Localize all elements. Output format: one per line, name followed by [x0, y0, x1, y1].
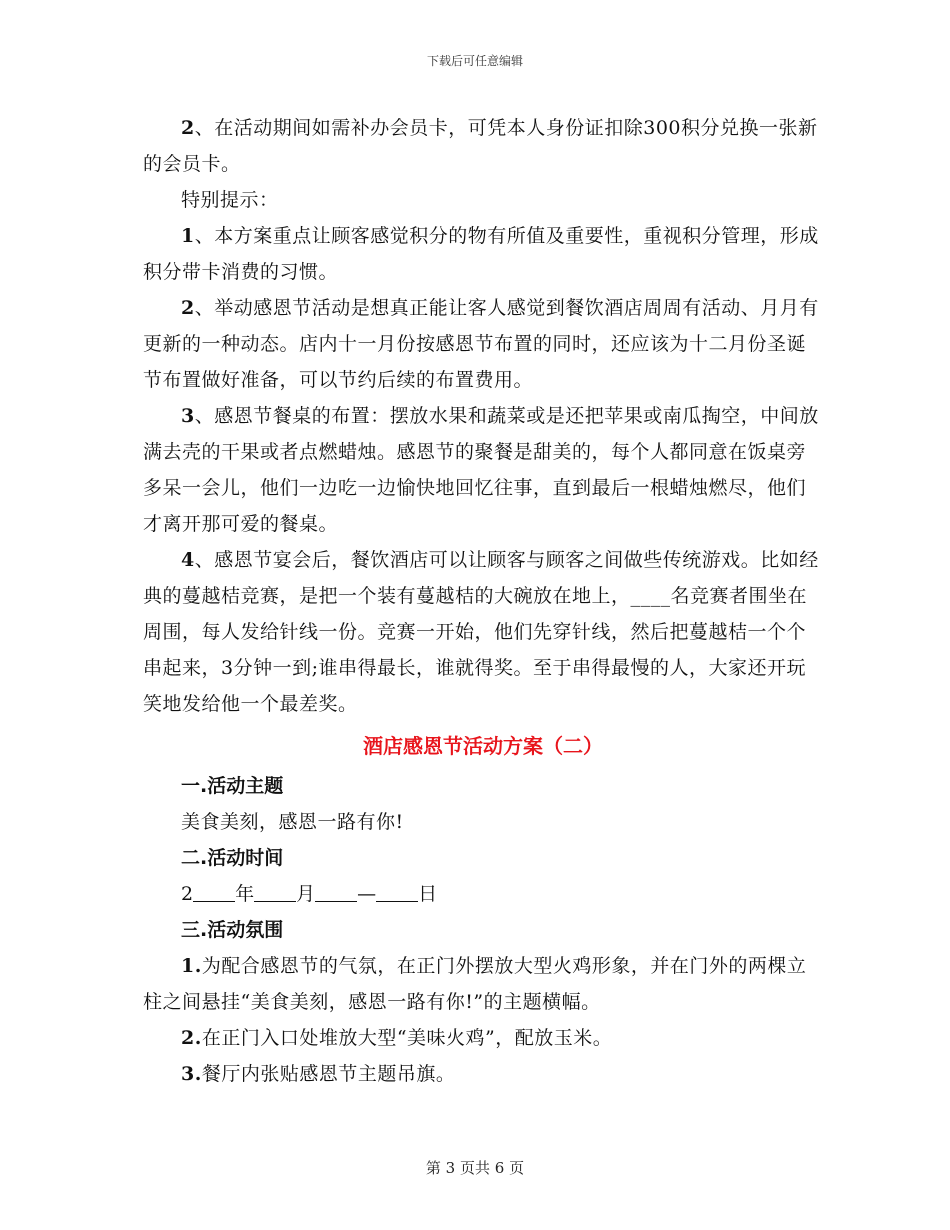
paragraph-text: 、感恩节宴会后，餐饮酒店可以让顾客与顾客之间做些传统游戏。比如经典的蔓越桔竞赛，是把一个装有蔓越桔的大碗放在地上，____名竞赛者围坐在周围，每人发给针线一份。竞赛一开始，他们先穿针线，然后把蔓越桔一个个串起来，3分钟一到;谁串得最长，谁就得奖。至于串得最慢的人，大家还开玩笑地发给他一个最差奖。: [143, 549, 819, 715]
date-prefix: 2: [181, 883, 194, 905]
list-item: [143, 1056, 823, 1092]
paragraph: [143, 542, 823, 722]
item-number: 2: [181, 117, 195, 139]
date-line: [143, 876, 823, 912]
paragraph: [143, 398, 823, 542]
blank-line: [254, 882, 296, 902]
list-item-text: 在正门入口处堆放大型“美味火鸡”，配放玉米。: [201, 1027, 613, 1049]
item-number: 3.: [181, 1063, 202, 1085]
paragraph-text: 、感恩节餐桌的布置：摆放水果和蔬菜或是还把苹果或南瓜掏空，中间放满去壳的干果或者点燃蜡烛。感恩节的聚餐是甜美的，每个人都同意在饭桌旁多呆一会儿，他们一边吃一边愉快地回忆往事，直到最后一根蜡烛燃尽，他们才离开那可爱的餐桌。: [143, 405, 819, 535]
section-title: 酒店感恩节活动方案（二）: [363, 734, 603, 758]
list-item-text: 为配合感恩节的气氛，在正门外摆放大型火鸡形象，并在门外的两棵立柱之间悬挂“美食美刻，感恩一路有你!”的主题横幅。: [143, 955, 807, 1013]
blank-line: [193, 882, 235, 902]
paragraph: [143, 218, 823, 290]
heading-atmosphere: 三.活动氛围: [181, 919, 284, 941]
page-footer: 第 3 页共 6 页: [425, 1159, 525, 1177]
header-note: 下载后可任意编辑: [426, 54, 523, 68]
blank-line: [315, 882, 357, 902]
document-body: [143, 110, 823, 1092]
blank-line: [376, 882, 418, 902]
heading-theme: 一.活动主题: [181, 775, 284, 797]
paragraph-text: 特别提示：: [181, 189, 279, 211]
item-number: 1.: [181, 955, 202, 977]
paragraph: [143, 290, 823, 398]
paragraph-text: 、本方案重点让顾客感觉积分的物有所值及重要性，重视积分管理，形成积分带卡消费的习惯。: [143, 225, 819, 283]
date-day: 日: [418, 883, 438, 905]
paragraph-text: 、举动感恩节活动是想真正能让客人感觉到餐饮酒店周周有活动、月月有更新的一种动态。店内十一月份按感恩节布置的同时，还应该为十二月份圣诞节布置做好准备，可以节约后续的布置费用。: [143, 297, 819, 391]
date-month: 月: [296, 883, 316, 905]
item-number: 4: [181, 549, 195, 571]
date-dash: —: [357, 883, 377, 905]
paragraph: [143, 182, 823, 218]
theme-text: 美食美刻，感恩一路有你!: [181, 811, 404, 833]
item-number: 3: [181, 405, 195, 427]
heading-time: 二.活动时间: [181, 847, 284, 869]
item-number: 1: [181, 225, 195, 247]
paragraph: [143, 110, 823, 182]
list-item-text: 餐厅内张贴感恩节主题吊旗。: [201, 1063, 456, 1085]
item-number: 2.: [181, 1027, 202, 1049]
list-item: [143, 948, 823, 1020]
paragraph-text: 、在活动期间如需补办会员卡，可凭本人身份证扣除300积分兑换一张新的会员卡。: [143, 117, 818, 175]
item-number: 2: [181, 297, 195, 319]
list-item: [143, 1020, 823, 1056]
date-year: 年: [235, 883, 255, 905]
